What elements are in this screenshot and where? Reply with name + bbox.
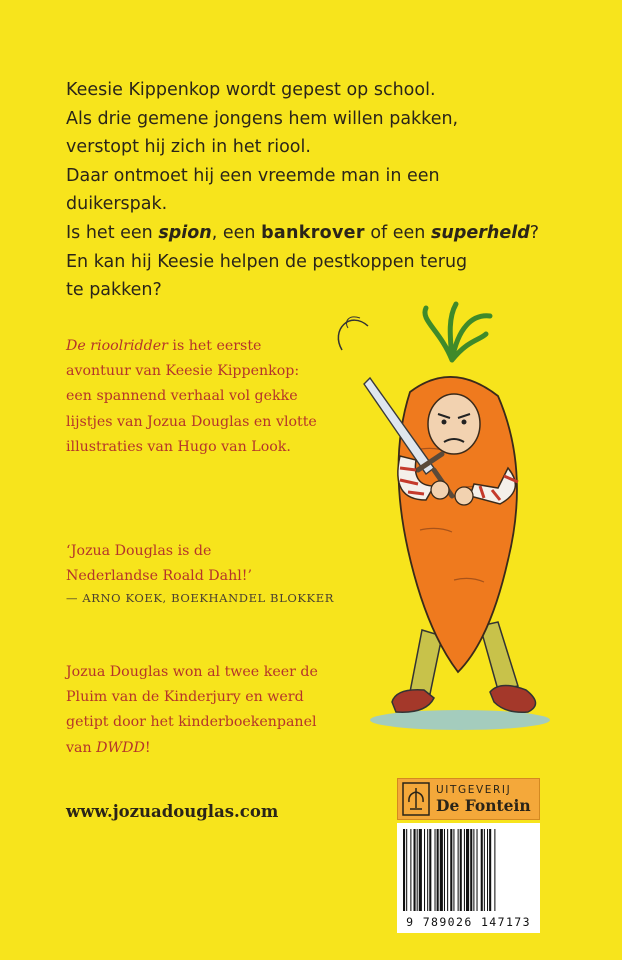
word-superheld: superheld xyxy=(430,222,530,243)
blurb-line: verstopt hij zich in het riool. xyxy=(66,137,311,158)
blurb-line: En kan hij Keesie helpen de pestkoppen terug xyxy=(66,251,468,272)
blurb-text: Is het een xyxy=(66,222,159,243)
awards-line xyxy=(66,736,366,761)
intro-line: lijstjes van Jozua Douglas en vlotte xyxy=(66,413,317,430)
awards-line: getipt door het kinderboekenpanel xyxy=(66,714,317,731)
intro-line: een spannend verhaal vol gekke xyxy=(66,388,298,405)
awards-text: ! xyxy=(144,739,151,756)
blurb-line: te pakken? xyxy=(66,280,162,301)
quote-line: ‘Jozua Douglas is de xyxy=(66,543,212,559)
carrot-knight-illustration xyxy=(330,300,570,740)
quote-source: — ARNO KOEK, BOEKHANDEL BLOKKER xyxy=(66,591,335,605)
awards-line: Jozua Douglas won al twee keer de xyxy=(66,664,318,680)
press-quote xyxy=(66,539,366,589)
barcode-bars xyxy=(401,829,536,911)
website-url[interactable]: www.jozuadouglas.com xyxy=(66,802,279,821)
intro-text: is het eerste xyxy=(167,338,262,354)
intro-line: avontuur van Keesie Kippenkop: xyxy=(66,363,300,380)
awards-paragraph xyxy=(66,660,366,761)
show-name: DWDD xyxy=(96,739,145,756)
awards-line: Pluim van de Kinderjury en werd xyxy=(66,689,304,706)
fountain-mark-icon xyxy=(402,782,430,816)
blurb-line-question xyxy=(66,219,586,248)
blurb-text: , een xyxy=(211,222,262,243)
intro-line xyxy=(66,334,366,359)
publisher-name xyxy=(436,785,531,813)
quote-line: Nederlandse Roald Dahl!’ xyxy=(66,568,253,585)
back-cover-blurb xyxy=(66,76,586,305)
blurb-line: Keesie Kippenkop wordt gepest op school. xyxy=(66,80,436,100)
blurb-line: Daar ontmoet hij een vreemde man in een xyxy=(66,165,440,186)
isbn-barcode xyxy=(397,823,540,933)
blurb-text: of een xyxy=(364,222,431,243)
word-spion: spion xyxy=(158,222,212,243)
intro-line: illustraties van Hugo van Look. xyxy=(66,438,291,455)
word-bankrover: bankrover xyxy=(261,222,365,243)
blurb-line: duikerspak. xyxy=(66,194,168,215)
blurb-text: ? xyxy=(529,222,540,243)
blurb-line: Als drie gemene jongens hem willen pakken, xyxy=(66,108,459,129)
awards-text: van xyxy=(66,739,97,756)
publisher-line-2: De Fontein xyxy=(436,795,531,815)
book-title: De rioolridder xyxy=(66,338,168,354)
intro-paragraph xyxy=(66,334,366,460)
publisher-line-1: UITGEVERIJ xyxy=(436,784,512,796)
publisher-logo xyxy=(397,778,540,820)
barcode-digits: 9 789026 147173 xyxy=(406,915,531,929)
